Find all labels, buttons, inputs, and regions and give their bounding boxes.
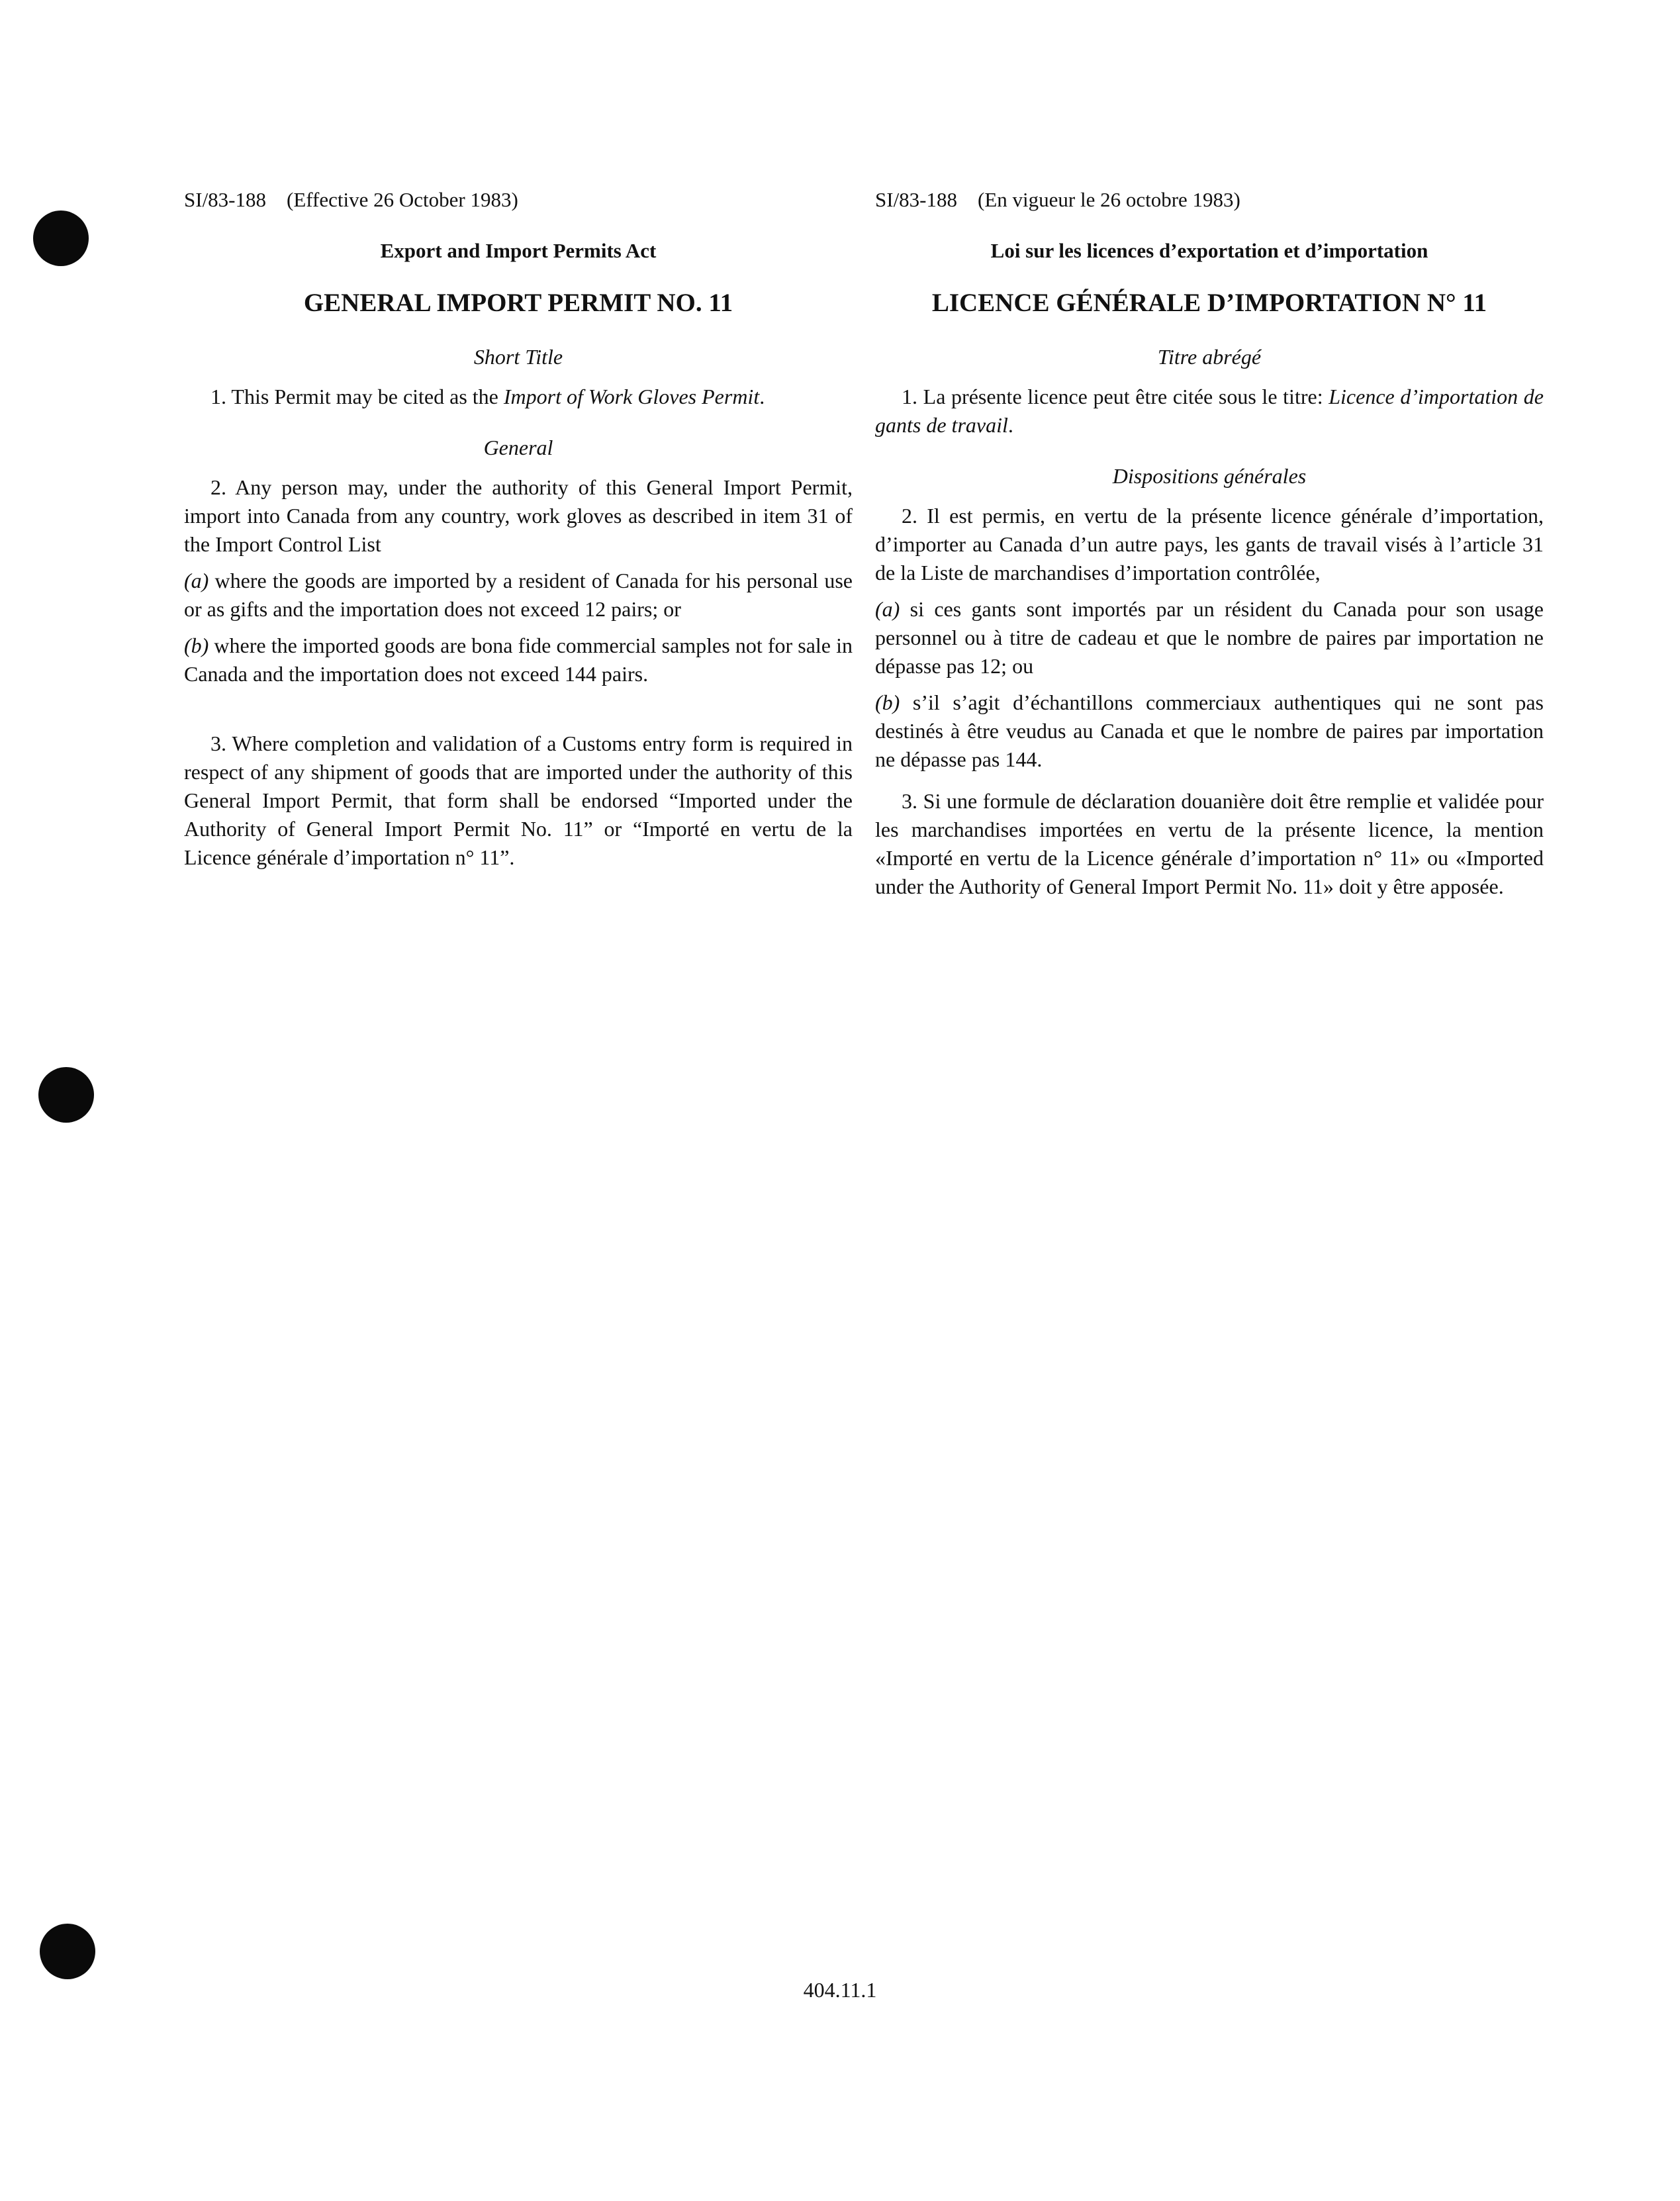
si-reference-en <box>184 185 853 214</box>
si-number-fr: SI/83-188 <box>875 188 957 211</box>
page-number: 404.11.1 <box>803 1978 877 2002</box>
section-1-en <box>184 383 853 411</box>
section-2a-label-en: (a) <box>184 569 209 592</box>
section-3-en: 3. Where completion and validation of a Customs entry form is required in respect of any shipment of goods that are imported under the authority of this General Import Permit, that form shall be endorsed “Imported under the Authority of General Import Permit No. 11” or “Importé en vertu de la Licence générale d’importation n° 11”. <box>184 731 853 869</box>
general-heading-en: General <box>483 436 553 459</box>
section-2a-label-fr: (a) <box>875 597 900 621</box>
section-1-cited-title-en: Import of Work Gloves Permit <box>503 385 760 408</box>
section-1-end-en: . <box>759 385 765 408</box>
effective-date-fr: (En vigueur le 26 octobre 1983) <box>978 188 1240 211</box>
effective-date-en: (Effective 26 October 1983) <box>287 188 518 211</box>
section-1-end-fr: . <box>1007 413 1013 437</box>
section-2a-en <box>184 567 853 624</box>
binder-hole-bottom <box>40 1924 95 1979</box>
section-2-en: 2. Any person may, under the authority of this General Import Permit, import into Canada from any country, work gloves as described in item 31 of the Import Control List <box>184 475 853 556</box>
section-2b-en <box>184 632 853 688</box>
section-2a-text-fr: si ces gants sont importés par un résident du Canada pour son usage personnel ou à titre de cadeau et que le nombre de paires par importation ne dépasse pas 12; ou <box>875 597 1544 678</box>
binder-hole-top <box>33 211 89 266</box>
section-2a-text-en: where the goods are imported by a resident of Canada for his personal use or as gifts and the importation does not exceed 12 pairs; or <box>184 569 853 621</box>
section-2b-text-fr: s’il s’agit d’échantillons commerciaux authentiques qui ne sont pas destinés à être veudus au Canada et que le nombre de paires par importation ne dépasse pas 144. <box>875 690 1544 771</box>
section-1-text-fr: 1. La présente licence peut être citée sous le titre: <box>902 385 1329 408</box>
section-2b-label-fr: (b) <box>875 690 900 714</box>
section-1-cited-title-fr: Licence d’importation de gants de travail <box>875 385 1544 437</box>
section-2-fr: 2. Il est permis, en vertu de la présente licence générale d’importation, d’importer au Canada d’un autre pays, les gants de travail visés à l’article 31 de la Liste de marchandises d’importation contrôlée, <box>875 504 1544 585</box>
section-2a-fr <box>875 595 1544 680</box>
act-name-en: Export and Import Permits Act <box>380 239 657 262</box>
short-title-heading-en: Short Title <box>473 345 563 369</box>
general-heading-fr: Dispositions générales <box>1112 464 1307 488</box>
permit-title-en: GENERAL IMPORT PERMIT NO. 11 <box>303 289 733 317</box>
french-column <box>875 185 1544 901</box>
section-2b-label-en: (b) <box>184 633 209 657</box>
section-3-fr: 3. Si une formule de déclaration douanière doit être remplie et validée pour les marchandises importées en vertu de la présente licence, la mention «Importé en vertu de la Licence générale d’importation n° 11» ou «Imported under the Authority of General Import Permit No. 11» doit y être apposée. <box>875 789 1544 898</box>
section-1-text-en: 1. This Permit may be cited as the <box>210 385 504 408</box>
act-name-fr: Loi sur les licences d’exportation et d’importation <box>990 239 1428 262</box>
si-reference-fr <box>875 185 1544 214</box>
binder-hole-middle <box>38 1067 94 1123</box>
si-number-en: SI/83-188 <box>184 188 266 211</box>
section-2b-text-en: where the imported goods are bona fide commercial samples not for sale in Canada and the importation does not exceed 144 pairs. <box>184 633 853 686</box>
permit-title-fr: LICENCE GÉNÉRALE D’IMPORTATION N° 11 <box>931 289 1487 317</box>
short-title-heading-fr: Titre abrégé <box>1157 345 1262 369</box>
english-column <box>184 185 853 872</box>
section-2b-fr <box>875 688 1544 774</box>
section-1-fr <box>875 383 1544 440</box>
